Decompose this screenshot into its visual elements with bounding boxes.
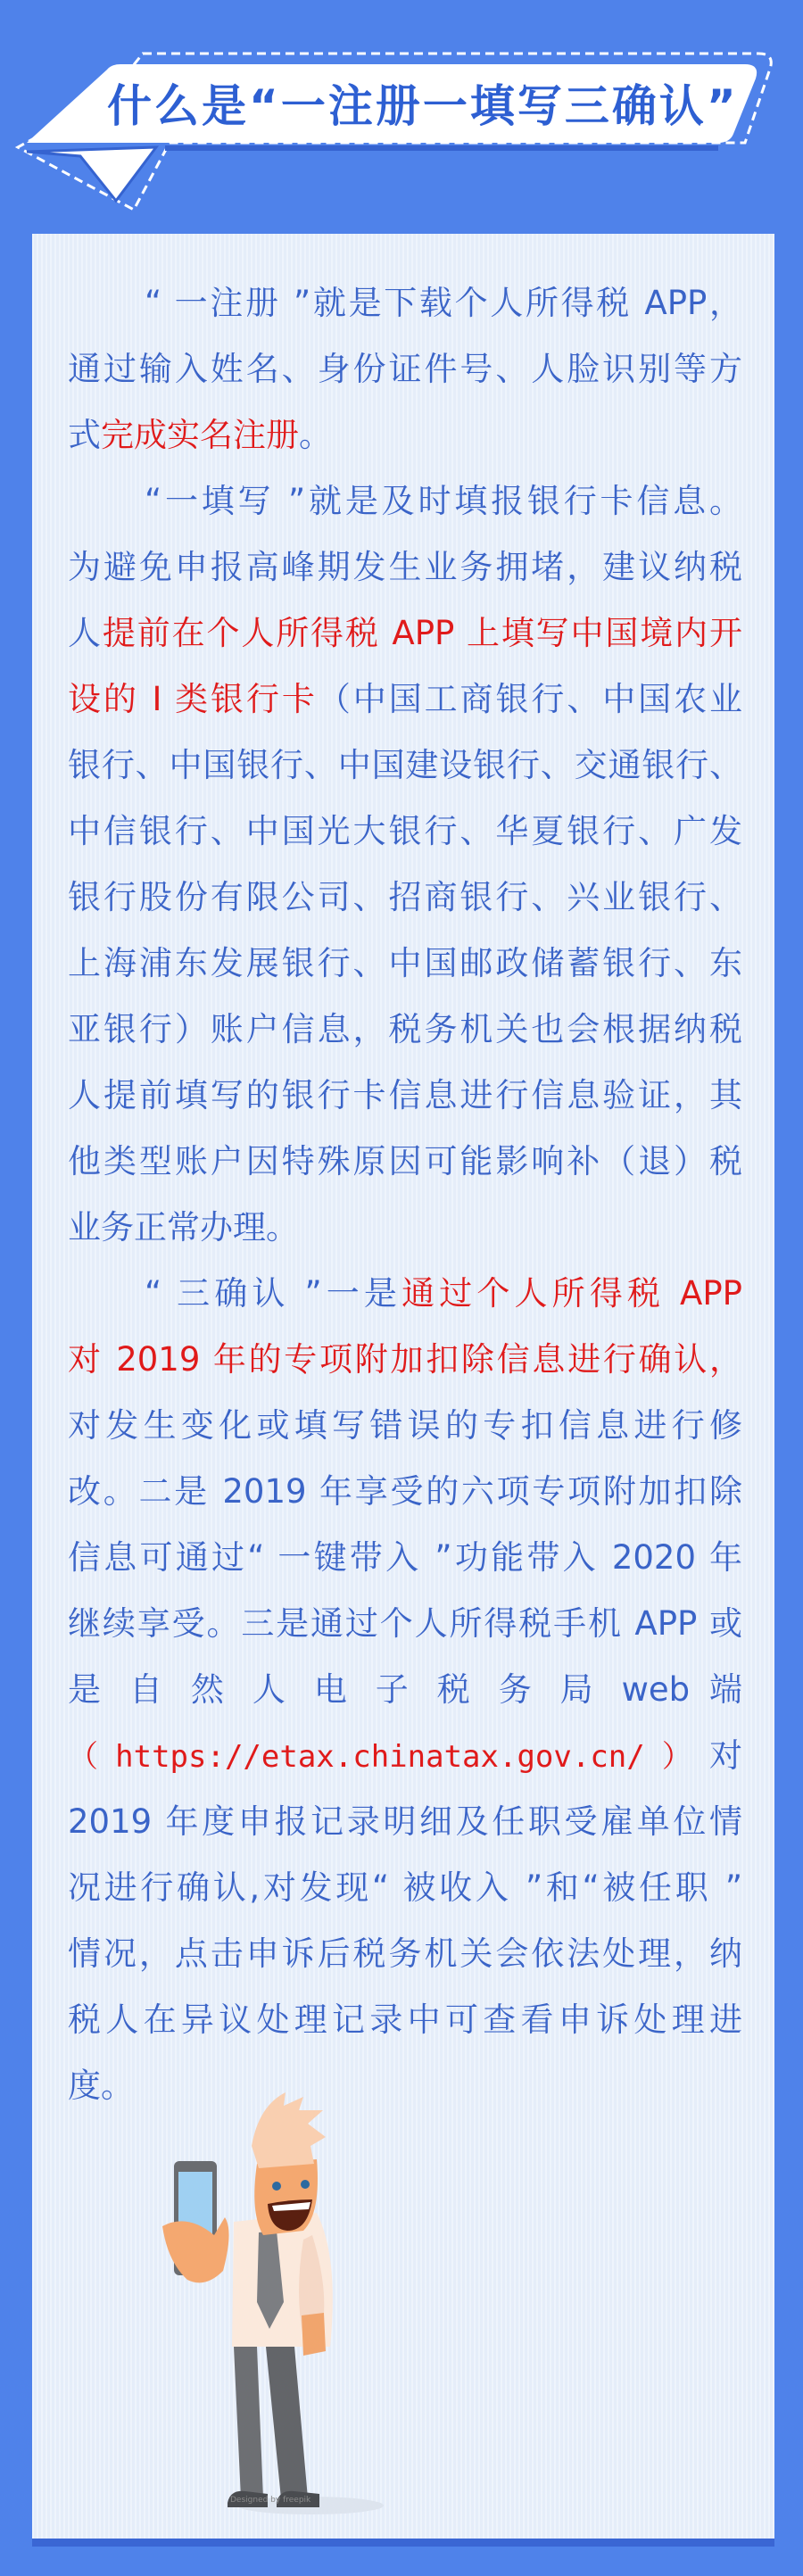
text-line (68, 997, 742, 1063)
highlighted-text: （https://etax.chinatax.gov.cn/） (68, 1739, 709, 1775)
body-text-segment: 是 自 然 人 电 子 税 务 局 web 端 (68, 1670, 742, 1709)
body-text-segment: 。 (299, 416, 332, 454)
body-text-segment: 情况，点击申诉后税务机关会依法处理，纳 (68, 1934, 742, 1973)
body-text-segment: 亚银行）账户信息，税务机关也会根据纳税 (68, 1010, 742, 1048)
text-line (68, 1525, 742, 1591)
text-line (68, 1789, 742, 1855)
body-text-segment: 业务正常办理。 (68, 1208, 299, 1247)
text-line (68, 1459, 742, 1525)
text-line (68, 534, 742, 601)
body-text-segment: 他类型账户因特殊原因可能影响补（退）税 (68, 1142, 742, 1180)
body-text-segment: 上海浦东发展银行、中国邮政储蓄银行、东 (68, 944, 742, 982)
card-bottom-edge (32, 2539, 774, 2547)
text-line (68, 667, 742, 733)
text-line (68, 402, 742, 468)
body-text-segment: 式 (68, 416, 101, 454)
body-text-segment: 人 (68, 614, 103, 652)
body-text-segment: 2019 年度申报记录明细及任职受雇单位情 (68, 1802, 742, 1841)
text-line (68, 468, 742, 534)
text-line (68, 799, 742, 865)
text-line (68, 1393, 742, 1459)
body-text-segment: 税人在异议处理记录中可查看申诉处理进 (68, 2000, 742, 2039)
body-text-segment: 人提前填写的银行卡信息进行信息验证，其 (68, 1076, 742, 1114)
text-line (68, 733, 742, 799)
text-line (68, 1723, 742, 1789)
body-text-segment: （中国工商银行、中国农业 (317, 680, 742, 718)
body-text-segment: 为避免申报高峰期发生业务拥堵，建议纳税 (68, 548, 742, 586)
body-text-segment: “ 三确认 ”一是 (145, 1274, 402, 1313)
highlighted-text: 对 2019 年的专项附加扣除信息进行确认， (68, 1340, 742, 1379)
text-line (68, 1921, 742, 1987)
body-text-segment: 银行、中国银行、中国建设银行、交通银行、 (68, 746, 742, 784)
body-text-segment: 中信银行、中国光大银行、华夏银行、广发 (68, 812, 742, 850)
body-text-segment: 银行股份有限公司、招商银行、兴业银行、 (68, 878, 742, 916)
body-text-segment: 对 (709, 1736, 742, 1775)
body-text-segment: 对发生变化或填写错误的专扣信息进行修 (68, 1406, 742, 1445)
highlighted-text: 提前在个人所得税 APP 上填写中国境内开 (102, 614, 742, 652)
businessman-with-phone-illustration (152, 2079, 491, 2525)
body-text-segment: 况进行确认,对发现“ 被收入 ”和“被任职 ” (68, 1868, 742, 1907)
text-line (68, 1261, 742, 1327)
text-line (68, 336, 742, 402)
text-line (68, 1129, 742, 1195)
text-line (68, 1195, 742, 1261)
highlighted-text: 通过个人所得税 APP (402, 1274, 742, 1313)
highlighted-text: 完成实名注册 (101, 416, 299, 454)
text-line (68, 931, 742, 997)
page-title: 什么是“一注册一填写三确认” (107, 80, 739, 132)
text-line (68, 601, 742, 667)
highlighted-text: 设的 I 类银行卡 (68, 680, 318, 718)
body-text-segment: 继续享受。三是通过个人所得税手机 APP 或 (68, 1604, 742, 1643)
text-line (68, 1987, 742, 2053)
text-line (68, 1591, 742, 1657)
article-body (68, 270, 742, 2119)
body-text-segment: 通过输入姓名、身份证件号、人脸识别等方 (68, 350, 742, 388)
body-text-segment: 改。二是 2019 年享受的六项专项附加扣除 (68, 1472, 742, 1511)
illustration-credit: Designed by freepik (230, 2496, 311, 2505)
text-line (68, 1327, 742, 1393)
text-line (68, 270, 742, 336)
text-line (68, 865, 742, 931)
text-line (68, 1657, 742, 1723)
body-text-segment: 度。 (68, 2067, 134, 2105)
body-text-segment: “一填写 ”就是及时填报银行卡信息。 (145, 482, 742, 520)
body-text-segment: “ 一注册 ”就是下载个人所得税 APP， (145, 284, 742, 322)
text-line (68, 1063, 742, 1129)
text-line (68, 1855, 742, 1921)
body-text-segment: 信息可通过“ 一键带入 ”功能带入 2020 年 (68, 1538, 742, 1577)
